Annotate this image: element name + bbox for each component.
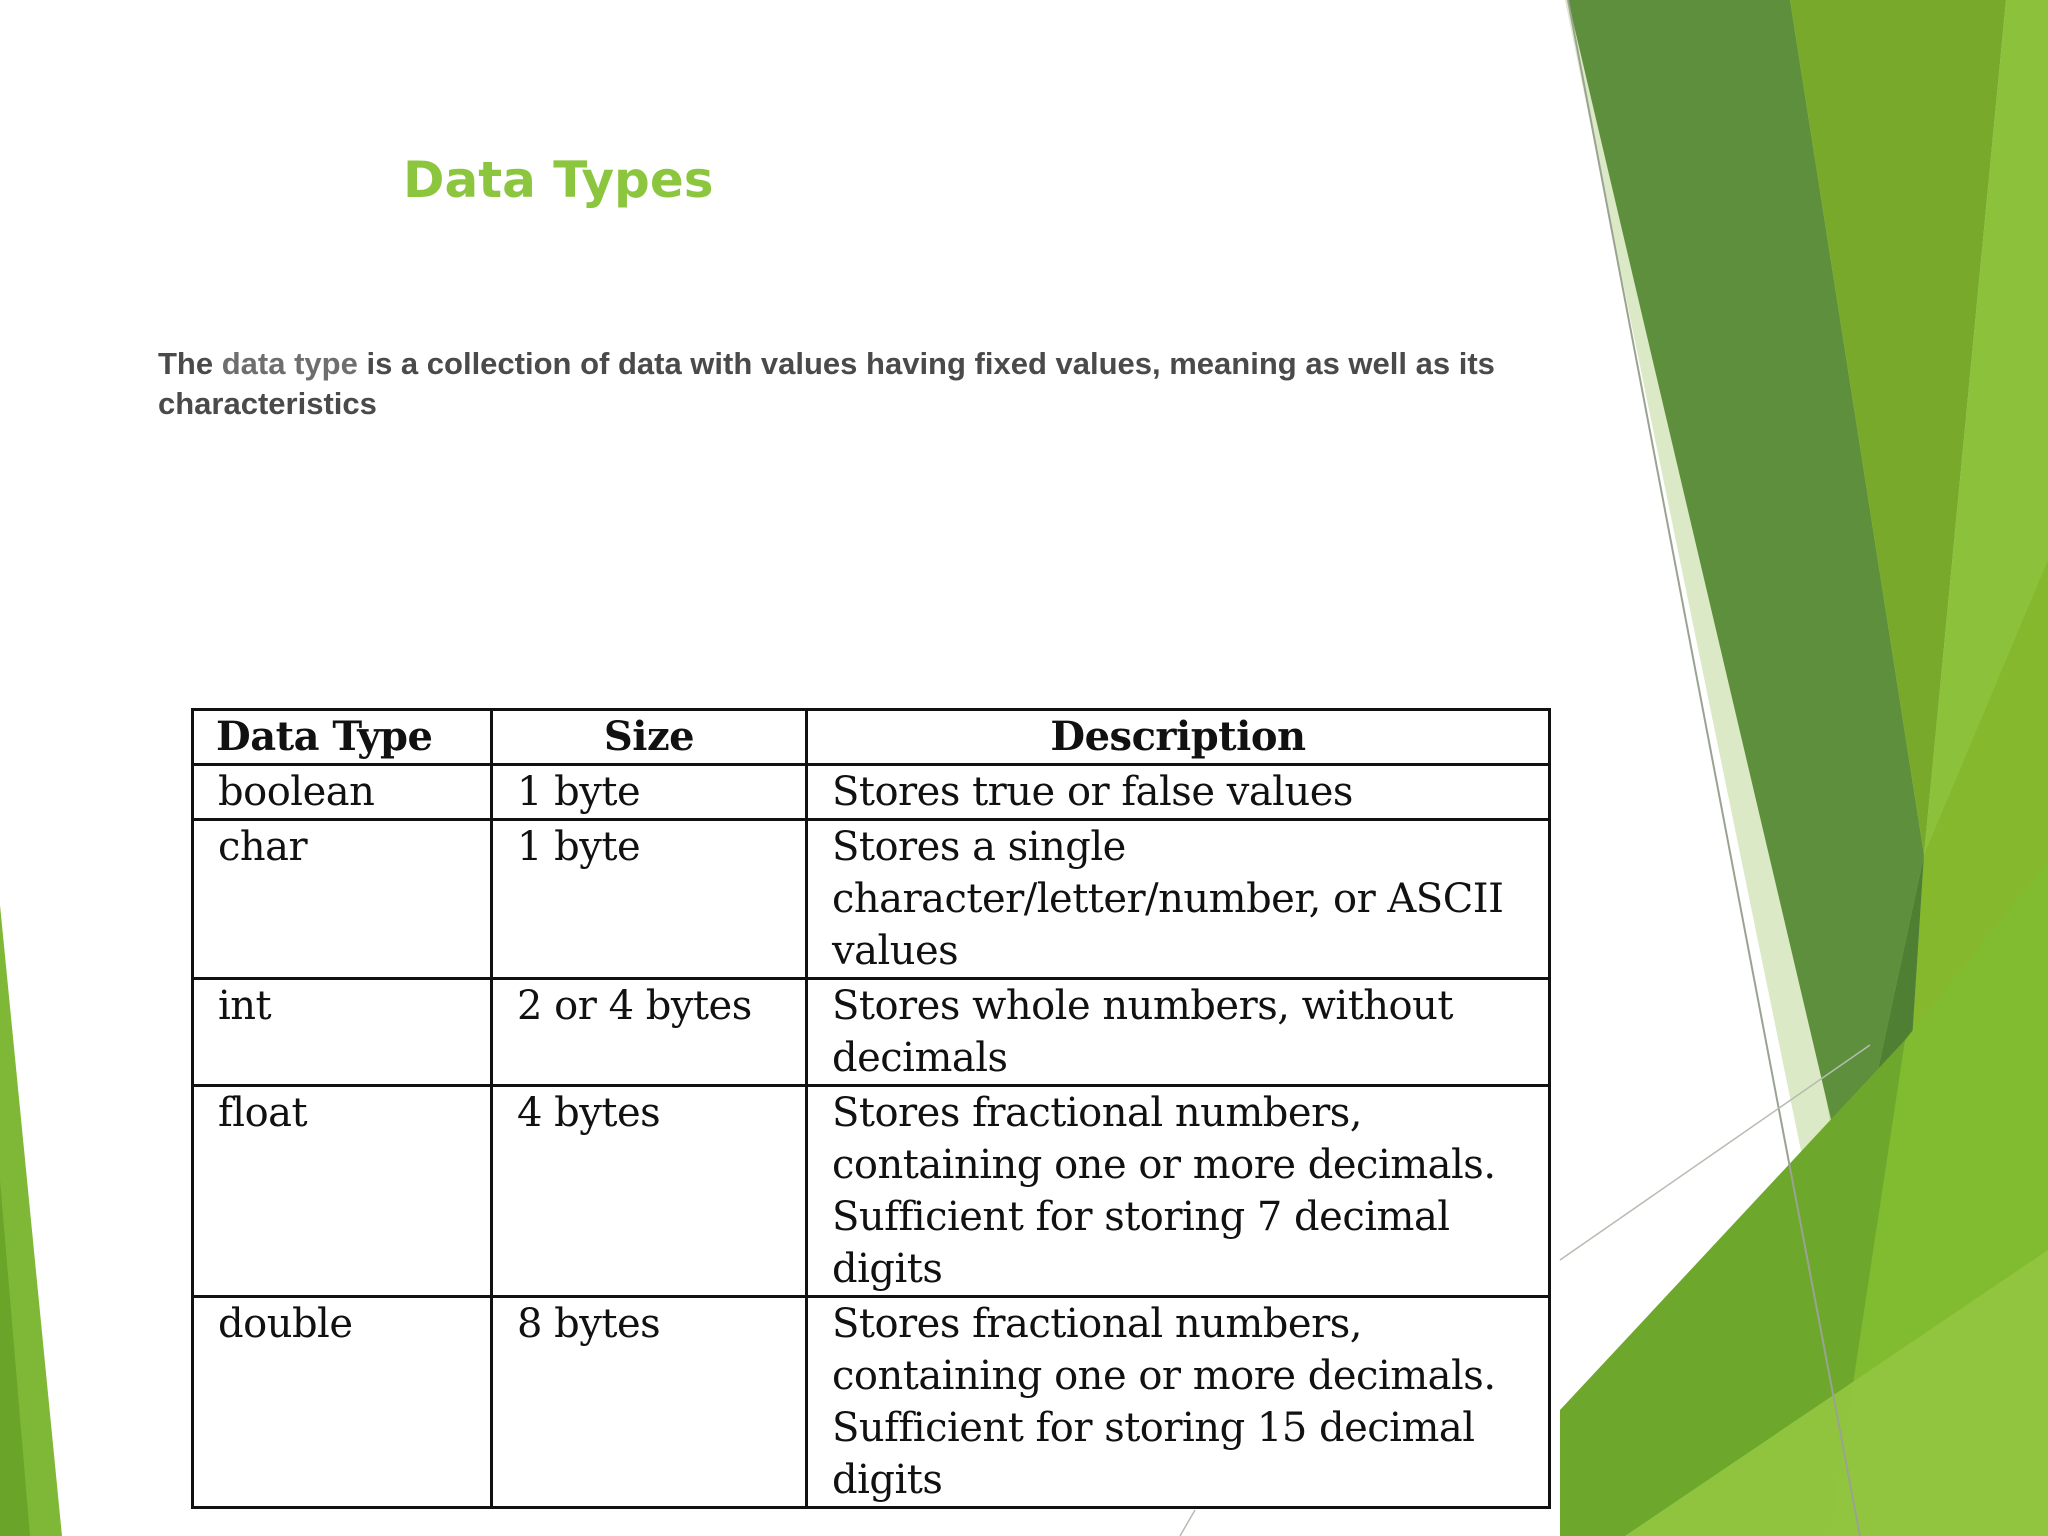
- cell-size: 1 byte: [492, 765, 807, 820]
- table-header-row: [193, 710, 1550, 765]
- table-row: [193, 979, 1550, 1086]
- table-row: [193, 1086, 1550, 1297]
- data-types-table-wrapper: [191, 708, 1548, 1503]
- slide-title: Data Types: [403, 151, 714, 209]
- intro-lead: The: [158, 346, 222, 381]
- intro-rest: is a collection of data with values having fixed values, meaning as well as its characteristics: [158, 346, 1495, 421]
- cell-size: 4 bytes: [492, 1086, 807, 1297]
- header-description: Description: [807, 710, 1550, 765]
- thin-line-3: [1180, 1510, 1195, 1536]
- intro-paragraph: [158, 344, 1558, 424]
- cell-description: Stores true or false values: [807, 765, 1550, 820]
- data-types-table: [191, 708, 1551, 1509]
- intro-term: data type: [221, 346, 358, 381]
- cell-type: float: [193, 1086, 492, 1297]
- cell-type: double: [193, 1297, 492, 1508]
- header-data-type: Data Type: [193, 710, 492, 765]
- cell-type: boolean: [193, 765, 492, 820]
- cell-size: 2 or 4 bytes: [492, 979, 807, 1086]
- header-size: Size: [492, 710, 807, 765]
- table-row: [193, 820, 1550, 979]
- cell-type: int: [193, 979, 492, 1086]
- cell-description: Stores whole numbers, without decimals: [807, 979, 1550, 1086]
- cell-description: Stores a single character/letter/number, or ASCII values: [807, 820, 1550, 979]
- table-row: [193, 765, 1550, 820]
- cell-size: 1 byte: [492, 820, 807, 979]
- cell-type: char: [193, 820, 492, 979]
- cell-description: Stores fractional numbers, containing one or more decimals. Sufficient for storing 7 decimal digits: [807, 1086, 1550, 1297]
- cell-size: 8 bytes: [492, 1297, 807, 1508]
- table-row: [193, 1297, 1550, 1508]
- cell-description: Stores fractional numbers, containing one or more decimals. Sufficient for storing 15 decimal digits: [807, 1297, 1550, 1508]
